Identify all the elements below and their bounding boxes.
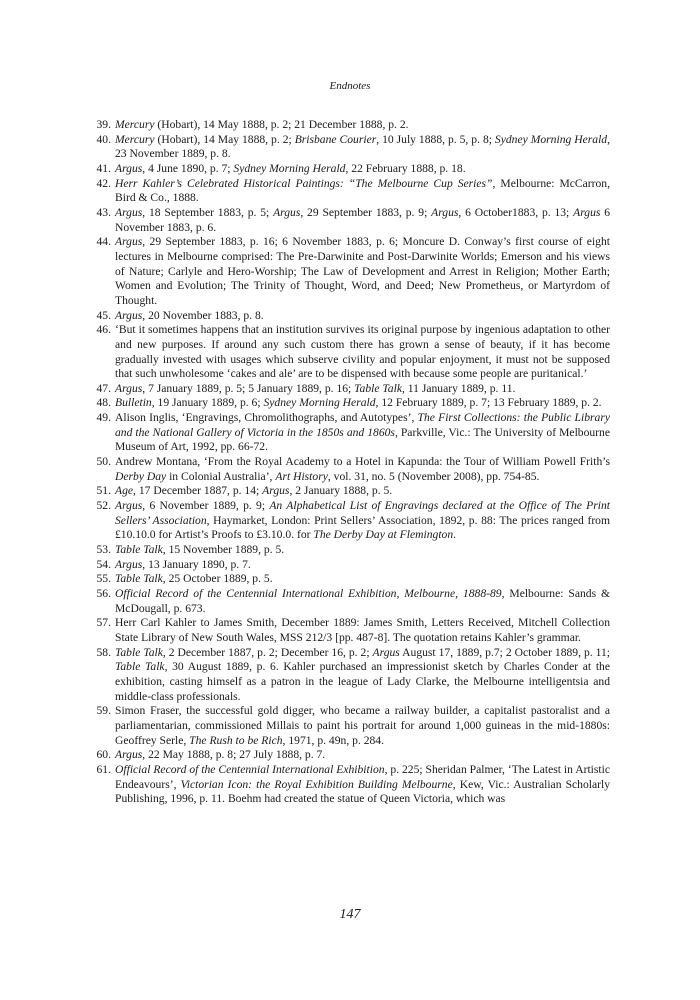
italic-title: Age [115, 484, 134, 498]
text-run: (Hobart), 14 May 1888, p. 2; 21 December 1888, p. 2. [154, 118, 409, 131]
endnote-number: 44. [96, 235, 111, 249]
text-run: , 22 February 1888, p. 18. [345, 161, 466, 175]
endnote-number: 58. [96, 645, 111, 659]
italic-title: Table Talk [115, 572, 163, 586]
text-run: , 22 May 1888, p. 8; 27 July 1888, p. 7. [142, 748, 326, 762]
italic-title: Victorian Icon: the Royal Exhibition Building Melbourne [180, 777, 453, 791]
text-run: , 1971, p. 49n, p. 284. [282, 733, 384, 747]
endnote-text [115, 455, 610, 483]
endnote-item [90, 455, 610, 484]
endnote-number: 52. [96, 499, 111, 513]
text-run: , 12 February 1889, p. 7; 13 February 1889, p. 2. [375, 396, 602, 410]
italic-title: Argus [573, 205, 601, 219]
endnote-text [115, 162, 466, 175]
italic-title: Table Talk [115, 645, 163, 659]
text-run: August 17, 1889, p.7; 2 October 1889, p. 11; [399, 645, 611, 659]
endnote-number: 39. [96, 118, 111, 131]
text-run: , 29 September 1883, p. 16; 6 November 1883, p. 6; Moncure D. Conway’s first course of eight lectures in Melbourne comprised: The Pre-Darwinite and Post-Darwinite Worlds; Emerson and his views of Nature; Carlyle and Hero-Worship; The Law of Development and Arrest in Religion; Mother Earth; Women and Evolution; The Trinity of Thought, Word, and Deed; New Prometheus, or Martyrdom of Thought. [115, 235, 610, 307]
endnote-text [115, 748, 325, 761]
endnote-text [115, 558, 251, 571]
text-run: Simon Fraser, the successful gold digger, who became a railway builder, a capitalist pastoralist and a parliamentarian, commissioned Millais to paint his portrait for around 1,000 guineas in the mid-1880s: Geoffrey Serle, [115, 704, 610, 747]
endnote-number: 49. [96, 411, 111, 425]
italic-title: Mercury [115, 132, 155, 146]
endnote-number: 53. [96, 543, 111, 557]
endnote-number: 51. [96, 484, 111, 498]
endnote-number: 59. [96, 704, 111, 718]
text-run: Alison Inglis, ‘Engravings, Chromolithographs, and Autotypes’, [115, 411, 418, 425]
italic-title: The Derby Day at Flemington [313, 528, 454, 542]
page-number: 147 [339, 907, 361, 922]
italic-title: Art History [275, 469, 328, 483]
endnote-text [115, 572, 273, 585]
endnote-text [115, 616, 610, 644]
italic-title: Argus [115, 161, 143, 175]
text-run: Herr Carl Kahler to James Smith, December 1889: James Smith, Letters Received, Mitchell Collection State Library of New South Wales, MSS 212/3 [pp. 487-8]. The quotation retains Kahler’s grammar. [115, 616, 610, 644]
endnote-number: 50. [96, 455, 111, 469]
italic-title: Herr Kahler’s Celebrated Historical Paintings: “The Melbourne Cup Series” [115, 176, 493, 190]
italic-title: Argus [115, 235, 143, 249]
text-run: 6 November 1883, p. 6. [115, 205, 611, 234]
endnote-item [90, 616, 610, 645]
text-run: 6 October1883, p. 13; [461, 205, 574, 219]
italic-title: Brisbane Courier [294, 132, 377, 146]
text-run: , 2 January 1888, p. 5. [289, 484, 393, 498]
italic-title: Table Talk [115, 543, 163, 557]
endnote-item [90, 118, 610, 133]
text-run: in Colonial Australia’, [166, 469, 276, 483]
italic-title: Argus [115, 748, 143, 762]
italic-title: An Alphabetical List of Engravings declared at the Office of The Print Sellers’ Association [115, 499, 610, 527]
endnote-item [90, 235, 610, 308]
endnote-text [115, 323, 610, 380]
endnote-text [115, 396, 602, 409]
endnote-number: 42. [96, 176, 111, 190]
endnote-text [115, 704, 610, 746]
endnote-item [90, 133, 610, 162]
text-run: , 15 November 1889, p. 5. [162, 543, 285, 557]
endnote-number: 54. [96, 557, 111, 571]
endnote-number: 56. [96, 587, 111, 600]
text-run: (Hobart), 14 May 1888, p. 2; [154, 132, 295, 146]
italic-title: Argus, [431, 205, 462, 219]
text-run: , Parkville, Vic.: The University of Melbourne Museum of Art, 1992, pp. 66-72. [115, 425, 610, 454]
italic-title: Sydney Morning Herald [494, 132, 608, 146]
running-head: Endnotes [329, 80, 371, 92]
endnote-number: 48. [96, 396, 111, 410]
italic-title: Argus [115, 381, 143, 395]
endnote-item [90, 587, 610, 616]
text-run: , 6 November 1889, p. 9; [142, 499, 270, 513]
text-run: , vol. 31, no. 5 (November 2008), pp. 754-85. [327, 469, 540, 483]
italic-title: Sydney Morning Herald [233, 161, 346, 175]
endnote-item [90, 763, 610, 807]
italic-title: Derby Day [115, 469, 167, 483]
endnote-text [115, 382, 515, 395]
endnote-number: 45. [96, 308, 111, 322]
text-run: , 2 December 1887, p. 2; December 16, p. 2; [162, 645, 373, 659]
italic-title: Argus [372, 645, 400, 659]
italic-title: Official Record of the Centennial International Exhibition [115, 762, 385, 776]
italic-title: Bulletin [115, 396, 152, 410]
text-run: , Melbourne: McCarron, Bird & Co., 1888. [115, 176, 610, 205]
text-run: . [453, 528, 457, 542]
endnote-number: 60. [96, 748, 111, 762]
italic-title: The First Collections: the Public Library and the National Gallery of Victoria in the 1850s and 1860s [115, 411, 610, 439]
endnote-number: 47. [96, 381, 111, 395]
text-run: 29 September 1883, p. 9; [303, 205, 432, 219]
endnote-text [115, 177, 610, 205]
text-run: , 17 December 1887, p. 14; [133, 484, 263, 498]
endnote-item [90, 499, 610, 543]
text-run: , 19 January 1889, p. 6; [151, 396, 264, 410]
text-run: , 20 November 1883, p. 8. [142, 308, 264, 322]
text-run: , 18 September 1883, p. 5; [142, 205, 274, 219]
italic-title: Table Talk [115, 660, 165, 674]
italic-title: Argus [115, 499, 143, 513]
endnote-number: 40. [96, 132, 111, 146]
text-run: ‘But it sometimes happens that an institution survives its original purpose by ingenious adaptation to other and new purposes. If around any such custom there has grown a sense of beauty, if it has become gradually invested with usages which subserve civility and popular enjoyment, it must not be supposed that such unwholesome ‘cakes and ale’ are to be dispensed with because some people are puritanical.’ [115, 323, 610, 381]
italic-title: Argus [262, 484, 290, 498]
endnote-text [115, 484, 392, 497]
endnote-item [90, 646, 610, 705]
italic-title: Argus [115, 205, 143, 219]
italic-title: Argus [115, 557, 143, 571]
endnote-item [90, 206, 610, 235]
italic-title: Mercury [115, 118, 155, 131]
text-run: , Kew, Vic.: Australian Scholarly Publishing, 1996, p. 11. Boehm had created the statue of Queen Victoria, which was [115, 777, 611, 806]
text-run: Andrew Montana, ‘From the Royal Academy to a Hotel in Kapunda: the Tour of William Powell Frith’s [115, 455, 610, 469]
endnote-text [115, 763, 610, 805]
endnote-text [115, 411, 610, 453]
endnote-item [90, 177, 610, 206]
endnote-number: 55. [96, 572, 111, 586]
text-run: , 25 October 1889, p. 5. [162, 572, 273, 586]
endnote-text [115, 646, 610, 703]
text-run: , Melbourne: Sands & McDougall, p. 673. [115, 587, 611, 615]
text-run: , Haymarket, London: Print Sellers’ Association, 1892, p. 88: The prices ranged from £10.10.0 for Artist’s Proofs to £3.10.0. for [115, 513, 610, 542]
text-run: , p. 225; Sheridan Palmer, ‘The Latest in Artistic Endeavours’, [115, 762, 611, 791]
italic-title: Argus, [273, 205, 304, 219]
endnote-text [115, 543, 284, 556]
italic-title: The Rush to be Rich [189, 733, 283, 747]
text-run: , 13 January 1890, p. 7. [142, 557, 251, 571]
text-run: , 4 June 1890, p. 7; [142, 161, 234, 175]
endnote-text [115, 309, 264, 322]
endnote-number: 57. [96, 616, 111, 630]
endnote-text [115, 133, 610, 161]
endnote-item [90, 396, 610, 411]
endnote-item [90, 484, 610, 499]
endnote-text [115, 118, 409, 131]
endnote-item [90, 323, 610, 382]
endnote-item [90, 704, 610, 748]
endnotes-list [90, 118, 610, 807]
italic-title: Argus [115, 308, 143, 322]
endnote-item [90, 558, 610, 573]
endnote-number: 61. [96, 762, 111, 776]
text-run: , 11 January 1889, p. 11. [401, 381, 516, 395]
endnote-text [115, 206, 610, 234]
endnote-item [90, 309, 610, 324]
italic-title: Table Talk [354, 381, 402, 395]
endnote-text [115, 499, 610, 541]
text-run: , 30 August 1889, p. 6. Kahler purchased an impressionist sketch by Charles Conder at the exhibition, casting himself as a patron in the league of Lady Clarke, the Melbourne intelligentsia and middle-class professionals. [115, 660, 610, 703]
endnote-number: 41. [96, 161, 111, 175]
endnote-item [90, 543, 610, 558]
text-run: , 23 November 1889, p. 8. [115, 132, 610, 161]
endnote-item [90, 162, 610, 177]
endnote-item [90, 748, 610, 763]
italic-title: Sydney Morning Herald [263, 396, 376, 410]
endnote-text [115, 235, 610, 307]
endnote-number: 43. [96, 205, 111, 219]
endnote-text [115, 587, 610, 615]
endnote-item [90, 411, 610, 455]
text-run: , 10 July 1888, p. 5, p. 8; [376, 132, 495, 146]
endnote-number: 46. [96, 323, 111, 337]
text-run: , 7 January 1889, p. 5; 5 January 1889, p. 16; [142, 381, 355, 395]
endnote-item [90, 572, 610, 587]
italic-title: Official Record of the Centennial International Exhibition, Melbourne, 1888-89 [115, 587, 502, 600]
endnote-item [90, 382, 610, 397]
